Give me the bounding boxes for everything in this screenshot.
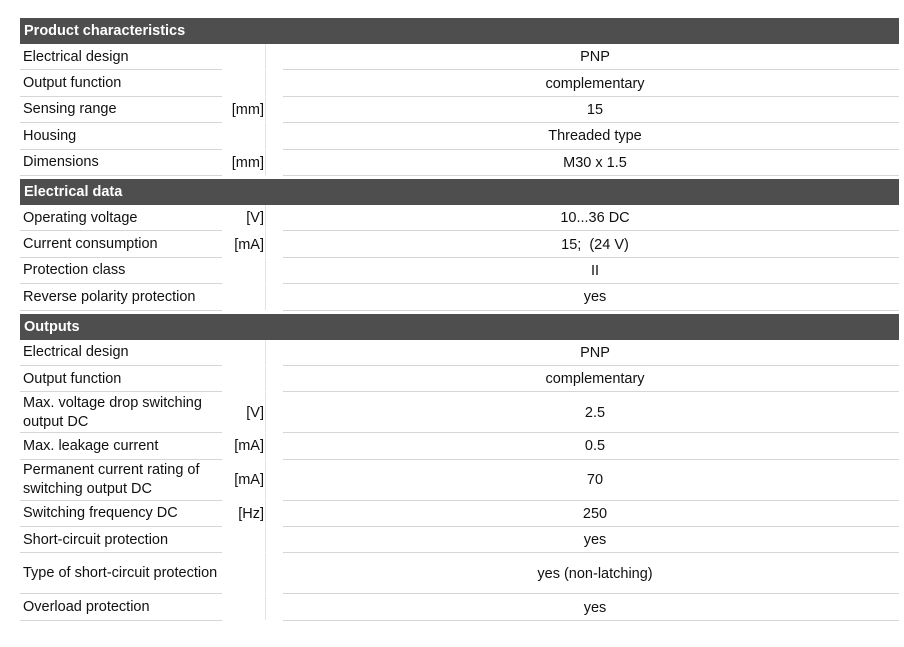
spec-row [20, 44, 899, 70]
spec-label: Dimensions [23, 154, 99, 171]
spec-label: Output function [23, 75, 122, 92]
spec-value: PNP [580, 344, 610, 361]
spec-row [20, 258, 899, 284]
spec-value: 10...36 DC [560, 210, 630, 227]
spec-row [20, 460, 899, 501]
spec-label: Type of short-circuit protection [23, 565, 218, 582]
spec-label: Operating voltage [23, 209, 138, 226]
spec-label: Short-circuit protection [23, 531, 169, 548]
spec-value: 0.5 [584, 438, 606, 455]
spec-row [20, 433, 899, 459]
spec-row [20, 366, 899, 392]
spec-unit: [mA] [234, 472, 264, 489]
spec-label: Overload protection [23, 599, 150, 616]
spec-row [20, 594, 899, 620]
spec-unit: [V] [246, 210, 264, 227]
spec-row [20, 392, 899, 433]
spec-unit: [mm] [231, 101, 264, 118]
section-header-electrical-data: Electrical data [20, 179, 899, 205]
spec-row [20, 205, 899, 231]
spec-row [20, 501, 899, 527]
spec-row [20, 150, 899, 176]
spec-unit: [Hz] [238, 505, 264, 522]
spec-value: 15 [586, 101, 604, 118]
spec-label: Sensing range [23, 101, 117, 118]
spec-row [20, 553, 899, 594]
spec-row [20, 123, 899, 149]
section-header-outputs: Outputs [20, 314, 899, 340]
spec-row [20, 231, 899, 257]
spec-label: Protection class [23, 262, 126, 279]
spec-row [20, 284, 899, 310]
spec-value: yes [583, 289, 607, 306]
spec-label: Max. voltage drop switching output DC [23, 394, 202, 430]
spec-value: 70 [586, 472, 604, 489]
spec-value: complementary [545, 75, 645, 92]
spec-value: 250 [582, 505, 608, 522]
spec-row [20, 70, 899, 96]
spec-value: yes [583, 599, 607, 616]
spec-unit: [mA] [234, 438, 264, 455]
section-header-product-characteristics: Product characteristics [20, 18, 899, 44]
spec-value: 2.5 [584, 404, 606, 421]
spec-value: complementary [545, 371, 645, 388]
spec-label: Output function [23, 370, 122, 387]
spec-label: Housing [23, 127, 77, 144]
spec-label: Current consumption [23, 236, 158, 253]
spec-unit: [V] [246, 404, 264, 421]
spec-label: Switching frequency DC [23, 505, 178, 522]
spec-label: Max. leakage current [23, 437, 159, 454]
spec-label: Reverse polarity protection [23, 288, 196, 305]
spec-sheet [20, 18, 899, 621]
spec-unit: [mA] [234, 236, 264, 253]
spec-label: Permanent current rating of switching output DC [23, 462, 200, 498]
spec-value: 15; (24 V) [561, 236, 629, 253]
spec-value: yes [583, 532, 607, 549]
spec-label: Electrical design [23, 48, 129, 65]
spec-value: M30 x 1.5 [563, 154, 627, 171]
spec-value: II [590, 262, 600, 279]
spec-row [20, 527, 899, 553]
spec-value: yes (non-latching) [537, 565, 653, 582]
spec-row [20, 340, 899, 366]
spec-value: PNP [580, 49, 610, 66]
spec-label: Electrical design [23, 344, 129, 361]
spec-unit: [mm] [231, 154, 264, 171]
spec-row [20, 97, 899, 123]
spec-value: Threaded type [548, 128, 642, 145]
